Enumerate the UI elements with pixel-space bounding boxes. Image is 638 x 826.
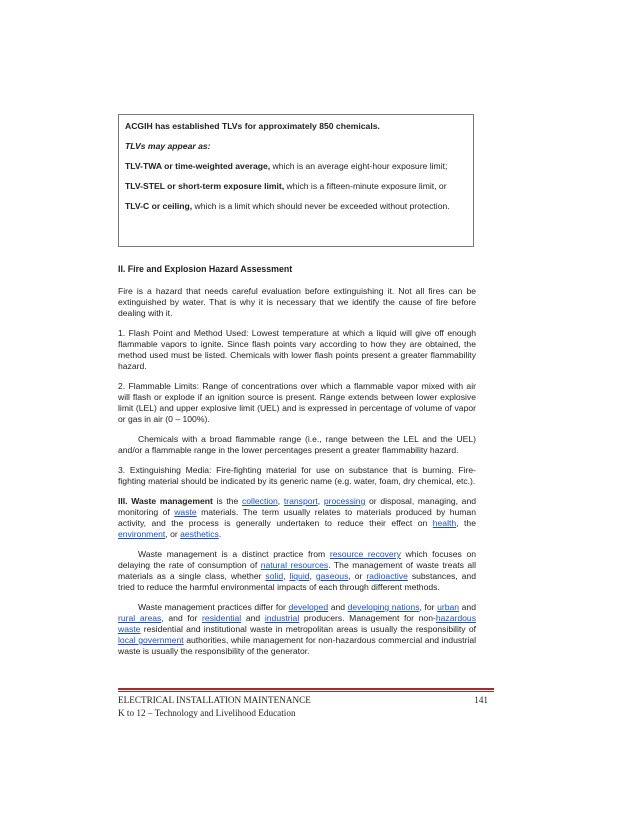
flammable-limits-paragraph: 2. Flammable Limits: Range of concentrations over which a flammable vapor mixed with air will flash or explode if an ignition source is present. Range extends between lower explosive limit (LEL) and upper explosive limit (UEL) and is expressed in percentage of volume of vapor or gas in air (0 – 100%). (118, 381, 476, 424)
link-natural-resources[interactable]: natural resources (260, 560, 329, 570)
text: . (218, 529, 222, 539)
text: , (283, 571, 290, 581)
link-developing-nations[interactable]: developing nations (347, 602, 420, 612)
link-transport[interactable]: transport (283, 496, 318, 506)
text: , the (456, 518, 476, 528)
page-footer (118, 694, 494, 720)
flammable-range-paragraph: Chemicals with a broad flammable range (i.e., range between the LEL and the UEL) and/or a flammable range in the lower percentages present a greater flammability hazard. (118, 434, 476, 455)
text: and (459, 602, 476, 612)
text: and (328, 602, 348, 612)
resource-recovery-paragraph (118, 549, 476, 593)
text: and (241, 613, 265, 623)
footer-rule (118, 688, 494, 690)
tlv-stel-desc: which is a fifteen-minute exposure limit, or (284, 181, 447, 191)
text: authorities, while management for non-hazardous commercial and industrial waste is usually the responsibility of the generator. (118, 635, 477, 656)
text: , (317, 496, 324, 506)
tlv-c-term: TLV-C or ceiling, (125, 201, 193, 211)
text: Waste management practices differ for (138, 602, 289, 612)
main-content (118, 264, 476, 666)
text: residential and institutional waste in metropolitan areas is usually the responsibility of (140, 624, 476, 634)
link-waste[interactable]: waste (174, 507, 197, 517)
acgih-statement: ACGIH has established TLVs for approximately 850 chemicals. (125, 121, 380, 131)
text: which focuses on delaying the rate of consumption of (118, 549, 476, 570)
text: , (277, 496, 284, 506)
link-developed[interactable]: developed (288, 602, 329, 612)
tlv-stel-item (125, 181, 467, 192)
link-processing[interactable]: processing (323, 496, 366, 506)
footer-title: ELECTRICAL INSTALLATION MAINTENANCE (118, 695, 311, 705)
footer-subtitle: K to 12 – Technology and Livelihood Education (118, 708, 296, 718)
link-solid[interactable]: solid (265, 571, 284, 581)
text: , and for (161, 613, 203, 623)
link-hazardous-waste[interactable]: hazardous waste (118, 613, 476, 634)
tlv-twa-item (125, 161, 467, 172)
link-collection[interactable]: collection (241, 496, 278, 506)
link-rural-areas[interactable]: rural areas (118, 613, 162, 623)
text: materials. The term usually relates to materials produced by human activity, and the process is generally undertaken to reduce their effect on (118, 507, 476, 528)
flash-point-paragraph: 1. Flash Point and Method Used: Lowest temperature at which a liquid will give off enough flammable vapors to ignite. Since flash points vary according to how they are obtained, the method used must be listed. Chemicals with lower flash points present a greater flammability hazard. (118, 328, 476, 371)
link-environment[interactable]: environment (118, 529, 166, 539)
fire-section-heading: II. Fire and Explosion Hazard Assessment (118, 264, 293, 274)
text: substances, and tried to reduce the harmful environmental impacts of each through different methods. (118, 571, 476, 592)
footer-rule-thin (118, 691, 494, 692)
link-radioactive[interactable]: radioactive (366, 571, 408, 581)
fire-intro-paragraph: Fire is a hazard that needs careful evaluation before extinguishing it. Not all fires can be extinguished by water. That is why it is necessary that we identify the cause of fire before dealing with it. (118, 286, 476, 318)
page-number: 141 (474, 695, 488, 705)
text: , or (348, 571, 367, 581)
link-residential[interactable]: residential (202, 613, 242, 623)
tlv-c-desc: which is a limit which should never be exceeded without protection. (192, 201, 450, 211)
link-resource-recovery[interactable]: resource recovery (329, 549, 401, 559)
tlv-c-item (125, 201, 467, 212)
text: is the (212, 496, 242, 506)
text: or disposal, managing, and monitoring of (118, 496, 477, 517)
waste-section-heading: III. Waste management (118, 496, 213, 506)
text: . The management of waste treats all materials as a single class, whether (118, 560, 476, 581)
link-industrial[interactable]: industrial (264, 613, 300, 623)
link-urban[interactable]: urban (437, 602, 460, 612)
waste-management-paragraph (118, 496, 476, 540)
link-health[interactable]: health (432, 518, 457, 528)
tlv-stel-term: TLV-STEL or short-term exposure limit, (125, 181, 285, 191)
tlv-twa-desc: which is an average eight-hour exposure limit; (270, 161, 448, 171)
link-gaseous[interactable]: gaseous (315, 571, 349, 581)
tlv-types-heading: TLVs may appear as: (125, 141, 211, 151)
link-aesthetics[interactable]: aesthetics (180, 529, 219, 539)
text: producers. Management for non- (299, 613, 436, 623)
link-local-government[interactable]: local government (118, 635, 184, 645)
text: , for (419, 602, 438, 612)
link-liquid[interactable]: liquid (289, 571, 310, 581)
tlv-info-box (118, 114, 474, 247)
extinguishing-media-paragraph: 3. Extinguishing Media: Fire-fighting material for use on substance that is burning. Fire-fighting material should be indicated by its generic name (e.g. water, foam, dry chemical, etc.). (118, 465, 476, 486)
text: , (309, 571, 316, 581)
tlv-twa-term: TLV-TWA or time-weighted average, (125, 161, 271, 171)
text: Waste management is a distinct practice from (138, 549, 330, 559)
management-practices-paragraph (118, 602, 476, 657)
text: , or (165, 529, 181, 539)
